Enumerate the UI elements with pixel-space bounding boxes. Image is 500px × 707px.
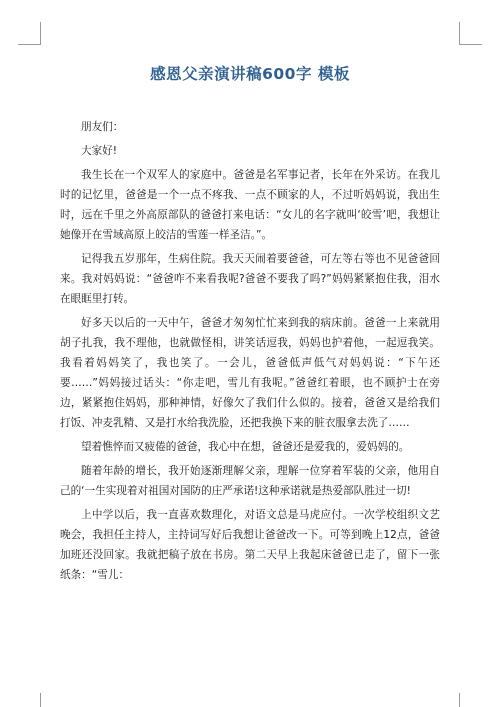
crop-mark-bottom-left: [18, 693, 41, 707]
salutation: 朋友们：: [81, 121, 124, 133]
paragraph-5: 随着年龄的增长，我开始逐渐理解父亲，理解一位穿着军装的父亲，他用自己的‘一生实现着对祖国对国防的庄严承诺!这种承诺就是热爱部队胜过一切!: [60, 465, 440, 497]
paragraph-2: 记得我五岁那年，生病住院。我天天闹着要爸爸，可左等右等也不见爸爸回来。我对妈妈说：“爸爸咋不来看我呢?爸爸不要我了吗?”妈妈紧紧抱住我，泪水在眼眶里打转。: [60, 253, 440, 305]
document-page: [60, 62, 440, 585]
crop-mark-bottom-right: [459, 693, 482, 707]
crop-mark-top-left: [18, 22, 41, 45]
paragraph-3: 好多天以后的一天中午，爸爸才匆匆忙忙来到我的病床前。爸爸一上来就用胡子扎我，我不理他，也就做怪相，讲笑话逗我，妈妈也护着他，一起逗我笑。我看着妈妈笑了，我也笑了。一会儿，爸爸低声低气对妈妈说：“下午还要……”妈妈接过话头：“你走吧，雪儿有我呢。”爸爸红着眼，也不顾护士在旁边，紧紧抱住妈妈，那种神情，好像欠了我们什么似的。接着，爸爸又是给我们打饭、冲麦乳精、又是打水给我洗脸，还把我换下来的脏衣服拿去洗了……: [60, 317, 440, 429]
document-title: 感恩父亲演讲稿600字 模板: [150, 65, 350, 83]
paragraph-6: 上中学以后，我一直喜欢数理化，对语文总是马虎应付。一次学校组织文艺晚会，我担任主持人，主持词写好后我想让爸爸改一下。可等到晚上12点，爸爸加班还没回家。我就把稿子放在书房。第二天早上我起床爸爸已走了，留下一张纸条：“雪儿：: [60, 509, 440, 581]
paragraph-1: 我生长在一个双军人的家庭中。爸爸是名军事记者，长年在外采访。在我儿时的记忆里，爸爸是一个一点不疼我、一点不顾家的人，不过听妈妈说，我出生时，远在千里之外高原部队的爸爸打来电话：“女儿的名字就叫‘皎雪’吧，我想让她像开在雪域高原上皎洁的雪莲一样圣洁。”。: [60, 169, 440, 241]
greeting: 大家好!: [81, 145, 118, 157]
crop-mark-top-right: [459, 22, 482, 45]
paragraph-4: 望着憔悴而又疲倦的爸爸，我心中在想，爸爸还是爱我的，爱妈妈的。: [81, 441, 410, 453]
